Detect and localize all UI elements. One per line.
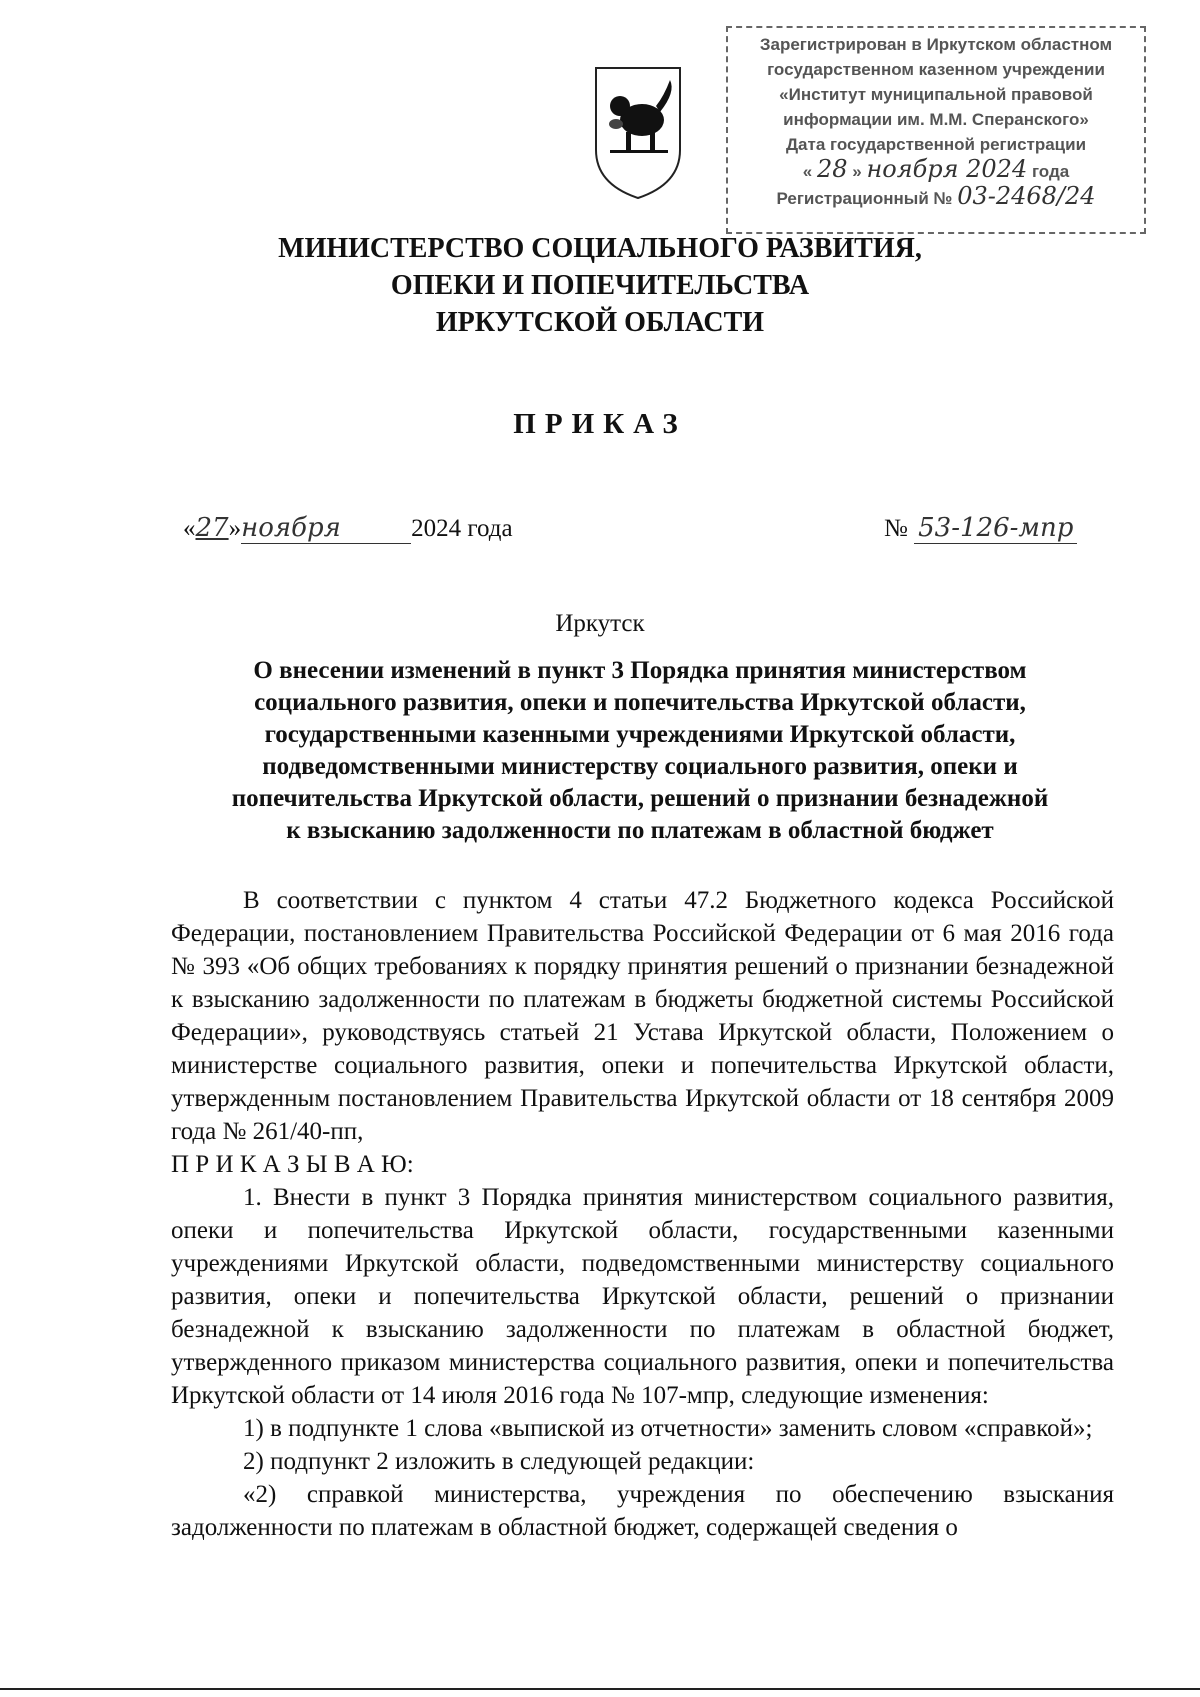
order-date (183, 513, 513, 544)
date-quote-close: » (228, 515, 242, 542)
registration-stamp (726, 26, 1146, 234)
subitem-2-paragraph: 2) подпункт 2 изложить в следующей редакции: (243, 1448, 755, 1475)
stamp-date-suffix: года (1031, 162, 1070, 181)
stamp-line: Дата государственной регистрации (785, 135, 1087, 154)
subject-line: О внесении изменений в пункт 3 Порядка принятия министерством (253, 657, 1027, 684)
subject-line: государственными казенными учреждениями Иркутской области, (264, 721, 1016, 748)
order-word: П Р И К А З Ы В А Ю: (171, 1151, 414, 1178)
ministry-header (0, 230, 1200, 341)
stamp-date-day: 28 (816, 155, 848, 183)
subject-line: подведомственными министерству социального развития, опеки и (262, 753, 1018, 780)
date-day: 27 (195, 513, 229, 543)
subitem-2-text-paragraph: «2) справкой министерства, учреждения по обеспечению взыскания задолженности по платежам в областной бюджет, содержащей сведения о (171, 1481, 1114, 1541)
stamp-date (728, 157, 1144, 184)
number-label: № (884, 515, 908, 542)
order-subject (160, 655, 1120, 847)
stamp-date-month: ноября 2024 (866, 155, 1028, 183)
order-number (884, 513, 1077, 543)
subject-line: к взысканию задолженности по платежам в областной бюджет (286, 817, 994, 844)
subject-line: попечительства Иркутской области, решений о признании безнадежной (231, 785, 1049, 812)
number-value: 53-126-мпр (914, 513, 1077, 544)
stamp-line: «Институт муниципальной правовой (779, 85, 1093, 104)
order-title: ПРИКАЗ (513, 408, 687, 440)
preamble-paragraph: В соответствии с пунктом 4 статьи 47.2 Бюджетного кодекса Российской Федерации, постановлением Правительства Российской Федерации от 6 мая 2016 года № 393 «Об общих требованиях к порядку принятия решений о признании безнадежной к взысканию задолженности по платежам в бюджеты бюджетной системы Российской Федерации», руководствуясь статьей 21 Устава Иркутской области, Положением о министерстве социального развития, опеки и попечительства Иркутской области, утвержденным постановлением Правительства Иркутской области от 18 сентября 2009 года № 261/40-пп, (171, 887, 1114, 1145)
stamp-line: информации им. М.М. Сперанского» (783, 110, 1089, 129)
subitem-1-paragraph: 1) в подпункте 1 слова «выпиской из отчетности» заменить словом «справкой»; (243, 1415, 1093, 1442)
item-1-paragraph: 1. Внести в пункт 3 Порядка принятия министерством социального развития, опеки и попечительства Иркутской области, государственными казенными учреждениями Иркутской области, подведомственными министерству социального развития, опеки и попечительства Иркутской области, решений о признании безнадежной к взысканию задолженности по платежам в областной бюджет, утвержденного приказом министерства социального развития, опеки и попечительства Иркутской области от 14 июля 2016 года № 107-мпр, следующие изменения: (171, 1184, 1114, 1409)
stamp-date-mid: » (852, 162, 862, 181)
stamp-line: государственном казенном учреждении (767, 60, 1105, 79)
date-quote-open: « (183, 515, 196, 542)
subject-line: социального развития, опеки и попечительства Иркутской области, (254, 689, 1026, 716)
stamp-reg-number: 03-2468/24 (957, 182, 1096, 210)
coat-of-arms-icon (590, 62, 686, 202)
stamp-date-open: « (802, 162, 813, 181)
stamp-reg-label: Регистрационный № (776, 189, 953, 208)
ministry-line: ИРКУТСКОЙ ОБЛАСТИ (435, 307, 765, 338)
page-bottom-edge (0, 1688, 1200, 1690)
stamp-reg (728, 184, 1144, 211)
ministry-line: МИНИСТЕРСТВО СОЦИАЛЬНОГО РАЗВИТИЯ, (278, 233, 922, 264)
ministry-line: ОПЕКИ И ПОПЕЧИТЕЛЬСТВА (390, 270, 810, 301)
city: Иркутск (555, 610, 645, 637)
order-body (171, 884, 1114, 1544)
stamp-line: Зарегистрирован в Иркутском областном (759, 35, 1113, 54)
date-month: ноября (241, 513, 411, 544)
date-year: 2024 года (411, 515, 513, 542)
